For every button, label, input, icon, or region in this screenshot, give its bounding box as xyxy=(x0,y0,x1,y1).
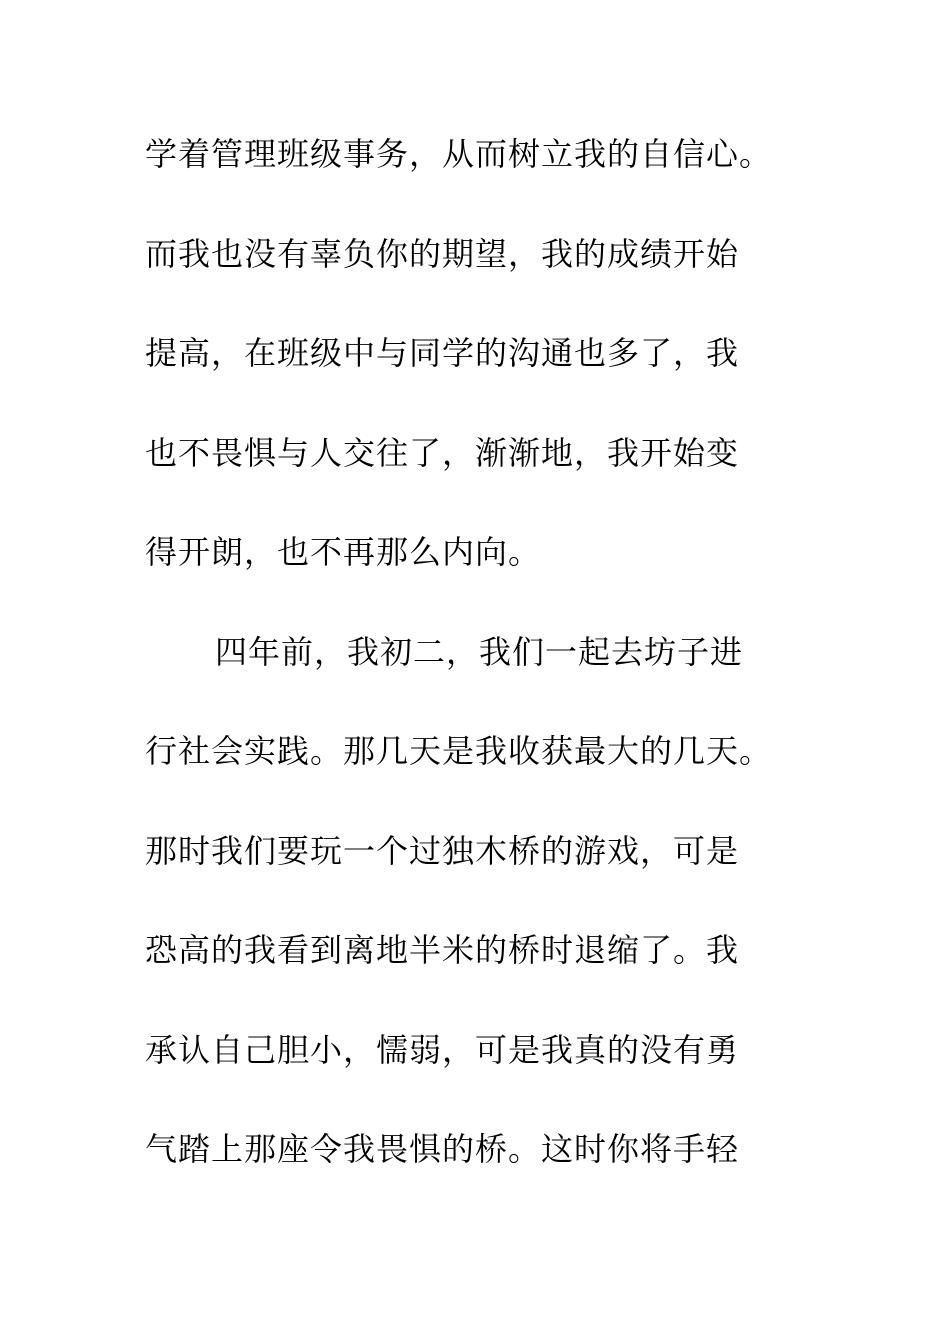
document-body xyxy=(145,124,805,1219)
text-line-5: 得开朗，也不再那么内向。 xyxy=(145,533,542,571)
text-line-9: 恐高的我看到离地半米的桥时退缩了。我 xyxy=(145,931,740,969)
text-line-8: 那时我们要玩一个过独木桥的游戏，可是 xyxy=(145,831,740,870)
paragraph-start-line: 四年前，我初二，我们一起去坊子进 xyxy=(215,632,744,671)
text-line-10: 承认自己胆小，懦弱，可是我真的没有勇 xyxy=(145,1030,740,1069)
text-line-4: 也不畏惧与人交往了，渐渐地，我开始变 xyxy=(145,433,740,472)
text-line-11: 气踏上那座令我畏惧的桥。这时你将手轻 xyxy=(145,1130,740,1168)
text-line-7: 行社会实践。那几天是我收获最大的几天。 xyxy=(145,732,773,770)
text-line-3: 提高，在班级中与同学的沟通也多了，我 xyxy=(145,334,740,372)
text-line-1: 学着管理班级事务，从而树立我的自信心。 xyxy=(145,135,773,173)
text-line-2: 而我也没有辜负你的期望，我的成绩开始 xyxy=(145,234,740,273)
